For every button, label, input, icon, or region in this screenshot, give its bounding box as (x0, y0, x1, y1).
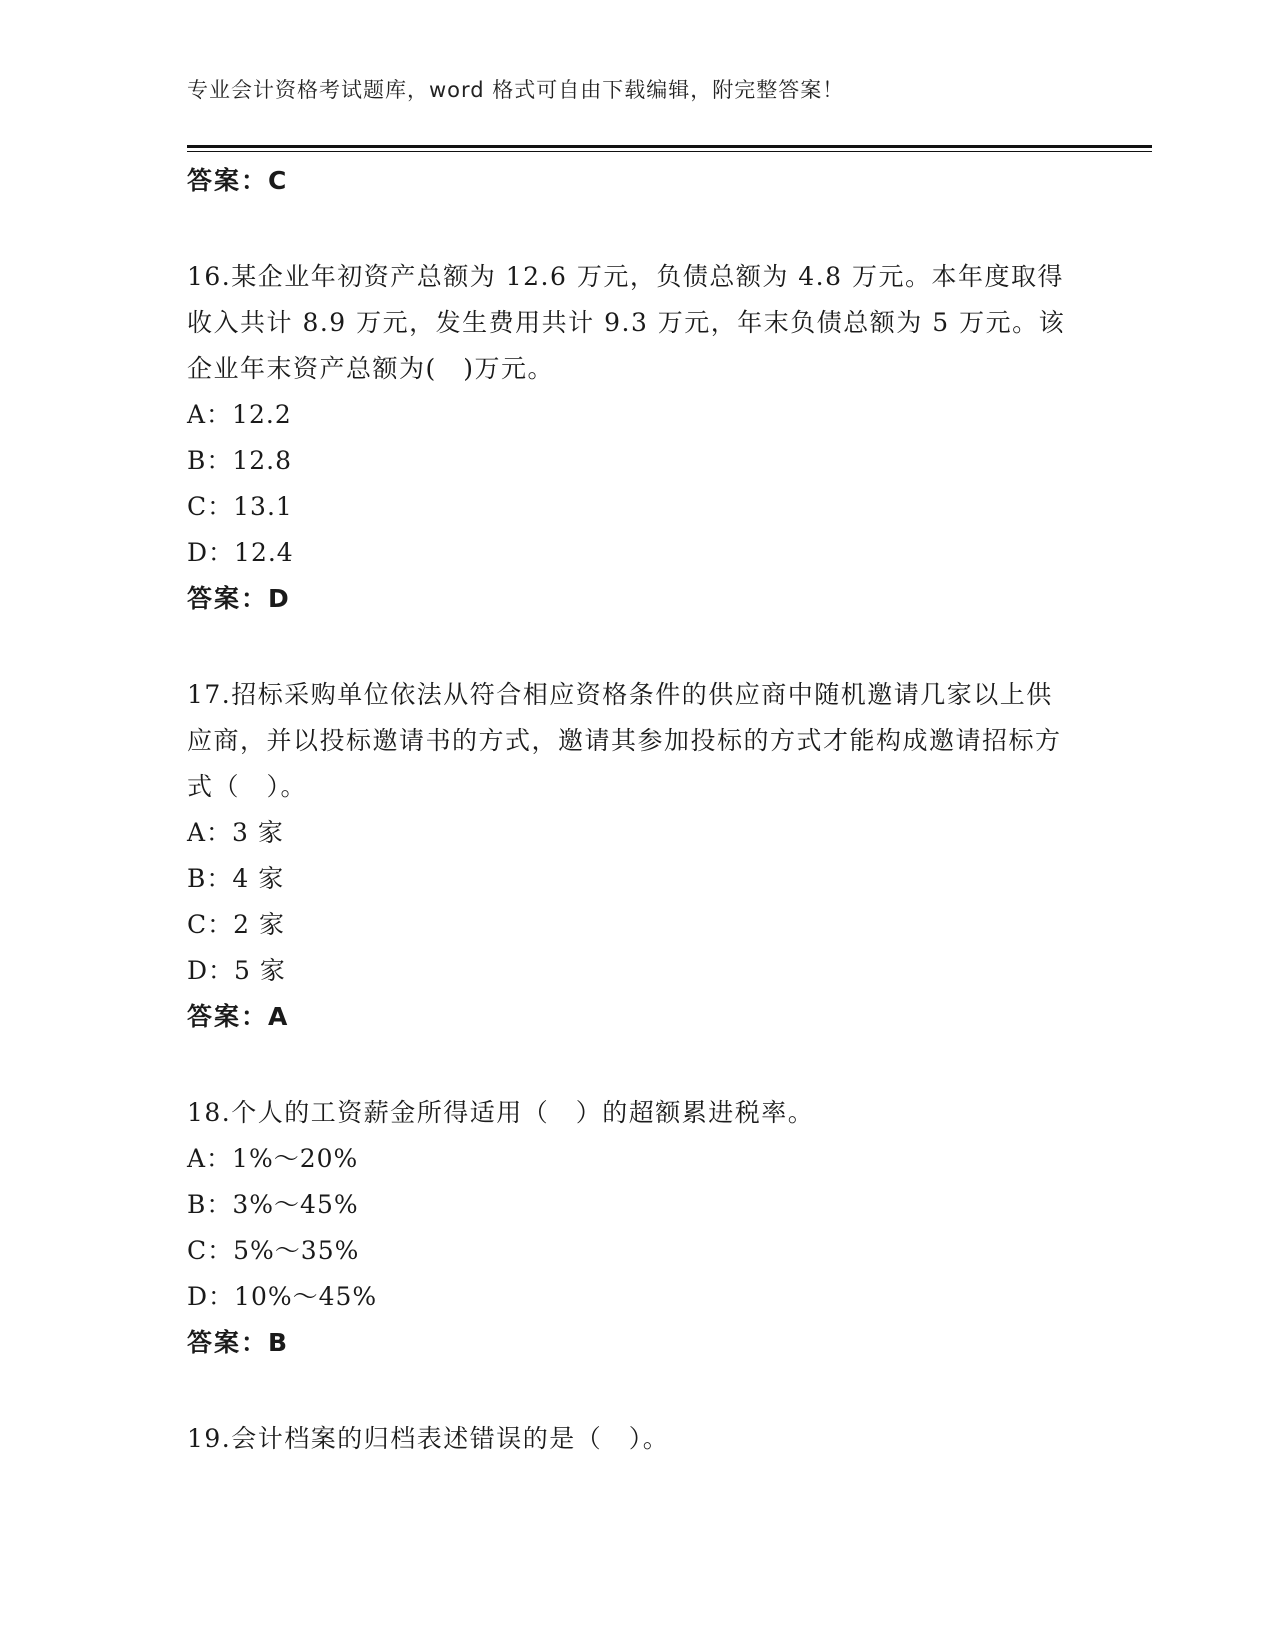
question-19 (187, 1416, 1087, 1462)
option-c: C：2 家 (187, 910, 285, 939)
header-rule-thick (187, 145, 1152, 148)
option-b: B：3%～45% (187, 1190, 359, 1219)
question-18 (187, 1090, 1087, 1366)
question-stem: 16.某企业年初资产总额为 12.6 万元，负债总额为 4.8 万元。本年度取得收入共计 8.9 万元，发生费用共计 9.3 万元，年末负债总额为 5 万元。该企业年末资产总额为( )万元。 (187, 262, 1066, 383)
option-d: D：12.4 (187, 538, 294, 567)
option-c: C：13.1 (187, 492, 293, 521)
question-17 (187, 672, 1087, 1040)
option-a: A：12.2 (187, 400, 292, 429)
answer: 答案：D (187, 584, 291, 613)
option-a: A：1%～20% (187, 1144, 359, 1173)
header-note: 专业会计资格考试题库，word 格式可自由下载编辑，附完整答案！ (187, 78, 845, 102)
question-stem: 18.个人的工资薪金所得适用（ ）的超额累进税率。 (187, 1098, 815, 1127)
question-16 (187, 254, 1087, 622)
option-d: D：5 家 (187, 956, 286, 985)
option-a: A：3 家 (187, 818, 284, 847)
option-d: D：10%～45% (187, 1282, 378, 1311)
option-b: B：12.8 (187, 446, 293, 475)
option-b: B：4 家 (187, 864, 285, 893)
answer: 答案：B (187, 1328, 290, 1357)
header-rule-thin (187, 151, 1152, 152)
question-list (187, 158, 1087, 1462)
option-c: C：5%～35% (187, 1236, 360, 1265)
question-stem: 17.招标采购单位依法从符合相应资格条件的供应商中随机邀请几家以上供应商，并以投标邀请书的方式，邀请其参加投标的方式才能构成邀请招标方式（ ）。 (187, 680, 1062, 801)
answer: 答案：A (187, 1002, 290, 1031)
previous-answer: 答案：C (187, 166, 289, 195)
question-stem: 19.会计档案的归档表述错误的是（ ）。 (187, 1424, 670, 1453)
